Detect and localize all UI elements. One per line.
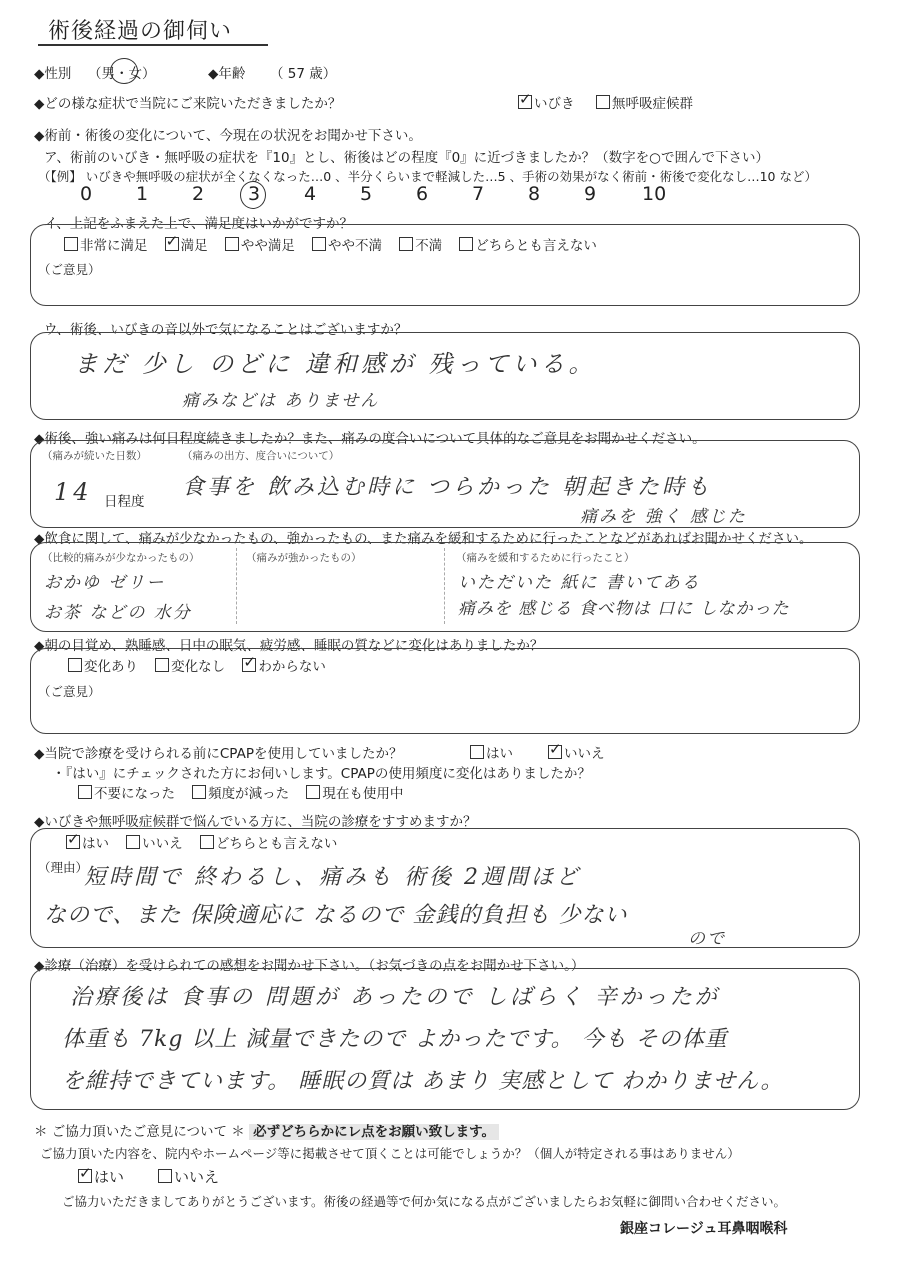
option-label: 不満 — [415, 238, 443, 254]
checkbox[interactable] — [78, 785, 92, 799]
option-label: 非常に満足 — [80, 238, 148, 254]
q1-option-label: いびき — [534, 96, 575, 112]
q1-option-apnea[interactable] — [596, 92, 693, 112]
scale-2[interactable]: 2 — [192, 183, 205, 205]
q6-col1-line1: おかゆ ゼリー — [44, 573, 166, 593]
checkbox-checked[interactable] — [548, 745, 562, 759]
checkbox[interactable] — [192, 785, 206, 799]
option-label: はい — [82, 836, 109, 852]
scale-7[interactable]: 7 — [472, 183, 485, 205]
clinic-name: 銀座コレージュ耳鼻咽喉科 — [620, 1221, 788, 1237]
option-label: わからない — [258, 659, 326, 675]
q8-option-no[interactable] — [548, 742, 605, 762]
q2-question: ◆術前・術後の変化について、今現在の状況をお聞かせ下さい。 — [34, 128, 422, 144]
checkbox-checked[interactable] — [165, 237, 179, 251]
checkbox[interactable] — [399, 237, 413, 251]
checkbox[interactable] — [312, 237, 326, 251]
q7-option-no-change[interactable] — [155, 659, 225, 675]
scale-0[interactable]: 0 — [80, 183, 93, 205]
option-label: 変化あり — [84, 659, 138, 675]
q3-option-neither[interactable] — [459, 238, 597, 254]
footer-option-yes[interactable] — [78, 1166, 124, 1187]
q4-answer-line1: まだ 少し のどに 違和感が 残っている。 — [74, 350, 597, 378]
q6-divider-1 — [236, 548, 237, 624]
option-label: 不要になった — [94, 786, 175, 802]
q8-option-yes[interactable] — [470, 742, 513, 762]
gender-selected-circle — [110, 58, 138, 84]
q1-question: ◆どの様な症状で当院にご来院いただきましたか？ — [34, 96, 342, 112]
q3-option-somewhat-satisfied[interactable] — [225, 238, 295, 254]
q5-days-unit: 日程度 — [104, 494, 145, 510]
option-label: はい — [94, 1168, 125, 1186]
age-label: ◆年齢 — [208, 66, 246, 82]
q3-option-satisfied[interactable] — [165, 238, 208, 254]
option-label: 満足 — [180, 238, 208, 254]
q1-option-snoring[interactable] — [518, 92, 575, 112]
option-label: いいえ — [564, 746, 605, 762]
q1-option-label: 無呼吸症候群 — [612, 96, 693, 112]
checkbox[interactable] — [459, 237, 473, 251]
q10-line3: を維持できています。 睡眠の質は あまり 実感として わかりません。 — [62, 1069, 784, 1094]
footer-thanks: ご協力いただきましてありがとうございます。術後の経過等で何か気になる点がございましたらお気軽に御問い合わせください。 — [62, 1194, 787, 1209]
scale-8[interactable]: 8 — [528, 183, 541, 205]
scale-3[interactable]: 3 — [248, 183, 261, 205]
q8-sub-options — [78, 782, 403, 802]
q5-degree-line1: 食事を 飲み込む時に つらかった 朝起きた時も — [182, 475, 712, 500]
q6-col1-label: （比較的痛みが少なかったもの） — [42, 552, 200, 564]
option-label: 変化なし — [171, 659, 226, 675]
scale-selected-circle — [240, 181, 266, 209]
checkbox[interactable] — [200, 835, 214, 849]
checkbox-checked[interactable] — [242, 658, 256, 672]
q7-question: ◆朝の目覚め、熟睡感、日中の眠気、疲労感、睡眠の質などに変化はありましたか？ — [34, 638, 544, 654]
scale-6[interactable]: 6 — [416, 183, 429, 205]
q3-comment-label: （ご意見） — [38, 262, 101, 277]
q5-degree-label: （痛みの出方、度合いについて） — [182, 450, 340, 462]
scale-4[interactable]: 4 — [304, 183, 317, 205]
option-label: やや不満 — [328, 238, 383, 254]
q2-sub-a: ア、術前のいびき・無呼吸の症状を『10』とし、術後はどの程度『0』に近づきましたか？（数字を○で囲んで下さい） — [44, 150, 769, 166]
gender-options[interactable]: （男・女） — [88, 66, 156, 82]
checkbox[interactable] — [158, 1169, 172, 1183]
option-label: やや満足 — [240, 238, 295, 254]
q9-reason-label: （理由） — [38, 860, 89, 875]
scale-1[interactable]: 1 — [136, 183, 149, 205]
option-label: どちらとも言えない — [215, 836, 338, 852]
checkbox[interactable] — [470, 745, 484, 759]
q8-question: ◆当院で診療を受けられる前にCPAPを使用していましたか？ — [34, 746, 403, 762]
q9-option-yes[interactable] — [66, 836, 109, 852]
q4-question: ウ、術後、いびきの音以外で気になることはございますか？ — [44, 322, 408, 338]
q6-question: ◆飲食に関して、痛みが少なかったもの、強かったもの、また痛みを緩和するために行ったことなどがあればお聞かせください。 — [34, 531, 813, 547]
option-label: いいえ — [142, 836, 183, 852]
checkbox-checked[interactable] — [66, 835, 80, 849]
q9-option-no[interactable] — [126, 836, 183, 852]
q6-col3-label: （痛みを緩和するために行ったこと） — [456, 552, 635, 564]
checkbox-checked[interactable] — [518, 95, 532, 109]
q8-sub-option-reduced[interactable] — [192, 786, 289, 802]
q6-col2-label: （痛みが強かったもの） — [246, 552, 362, 564]
page-title: 術後経過の御伺い — [48, 19, 233, 44]
age-value[interactable]: （ 57 歳） — [270, 66, 337, 82]
option-label: いいえ — [174, 1168, 220, 1186]
q6-col3-line2: 痛みを 感じる 食べ物は 口に しなかった — [458, 599, 790, 619]
checkbox[interactable] — [155, 658, 169, 672]
q7-option-changed[interactable] — [68, 659, 138, 675]
q3-option-dissatisfied[interactable] — [399, 238, 442, 254]
q5-days-label: （痛みが続いた日数） — [42, 450, 147, 462]
footer-note-prefix: ＊ ご協力頂いたご意見について ＊ — [34, 1124, 245, 1140]
checkbox[interactable] — [596, 95, 610, 109]
q6-col1-line2: お茶 などの 水分 — [44, 603, 192, 623]
q8-sub-option-still-using[interactable] — [306, 786, 403, 802]
scale-10[interactable]: 10 — [642, 183, 667, 205]
q5-question: ◆術後、強い痛みは何日程度続きましたか？また、痛みの度合いについて具体的なご意見をお聞かせください。 — [34, 431, 706, 447]
q3-options — [60, 234, 601, 254]
q2-example: （【例】 いびきや無呼吸の症状が全くなくなった…0 、半分くらいまで軽減した…5 、手術の効果がなく術前・術後で変化なし…10 など） — [38, 169, 817, 184]
q3-option-very-satisfied[interactable] — [64, 238, 148, 254]
footer-option-no[interactable] — [158, 1166, 219, 1187]
title-underline — [38, 44, 268, 46]
footer-permission: ご協力頂いた内容を、院内やホームページ等に掲載させて頂くことは可能でしょうか？（個人が特定される事はありません） — [40, 1146, 740, 1161]
q6-col3-line1: いただいた 紙に 書いてある — [458, 573, 701, 593]
gender-label: ◆性別 — [34, 66, 72, 82]
q7-options — [64, 655, 330, 675]
q3-option-somewhat-dissatisfied[interactable] — [312, 238, 382, 254]
q10-question: ◆診療（治療）を受けられての感想をお聞かせ下さい。（お気づきの点をお聞かせ下さい。） — [34, 958, 585, 974]
q3-question: イ、上記をふまえた上で、満足度はいかがですか？ — [44, 216, 354, 232]
footer-note-highlight: 必ずどちらかにレ点をお願い致します。 — [249, 1124, 499, 1140]
q7-option-unknown[interactable] — [242, 659, 326, 675]
q8-sub-question: ・『はい』にチェックされた方にお伺いします。CPAPの使用頻度に変化はありましたか？ — [52, 766, 591, 782]
option-label: 現在も使用中 — [322, 786, 404, 802]
checkbox[interactable] — [64, 237, 78, 251]
q9-reason-line2: なので、また 保険適応に なるので 金銭的負担も 少ない — [44, 903, 628, 928]
scale-5[interactable]: 5 — [360, 183, 373, 205]
q4-answer-line2: 痛みなどは ありません — [182, 391, 380, 411]
checkbox-checked[interactable] — [78, 1169, 92, 1183]
q9-reason-line3: ので — [688, 929, 726, 949]
q9-question: ◆いびきや無呼吸症候群で悩んでいる方に、当院の診療をすすめますか？ — [34, 814, 477, 830]
q10-line2: 体重も 7kg 以上 減量できたので よかったです。 今も その体重 — [62, 1027, 728, 1052]
option-label: どちらとも言えない — [475, 238, 597, 254]
q10-line1: 治療後は 食事の 問題が あったので しばらく 辛かったが — [70, 985, 720, 1010]
option-label: 頻度が減った — [208, 786, 290, 802]
q9-option-neither[interactable] — [200, 836, 338, 852]
checkbox[interactable] — [68, 658, 82, 672]
option-label: はい — [486, 746, 513, 762]
q9-reason-line1: 短時間で 終わるし、痛みも 術後 2週間ほど — [84, 865, 581, 890]
q6-divider-2 — [444, 548, 445, 624]
checkbox[interactable] — [225, 237, 239, 251]
q5-degree-line2: 痛みを 強く 感じた — [580, 507, 747, 527]
q9-options — [62, 832, 341, 852]
q5-days-value: 14 — [54, 478, 93, 506]
q8-sub-option-unneeded[interactable] — [78, 786, 175, 802]
footer-note — [34, 1120, 499, 1140]
checkbox[interactable] — [306, 785, 320, 799]
q7-comment-label: （ご意見） — [38, 684, 101, 699]
scale-9[interactable]: 9 — [584, 183, 597, 205]
checkbox[interactable] — [126, 835, 140, 849]
